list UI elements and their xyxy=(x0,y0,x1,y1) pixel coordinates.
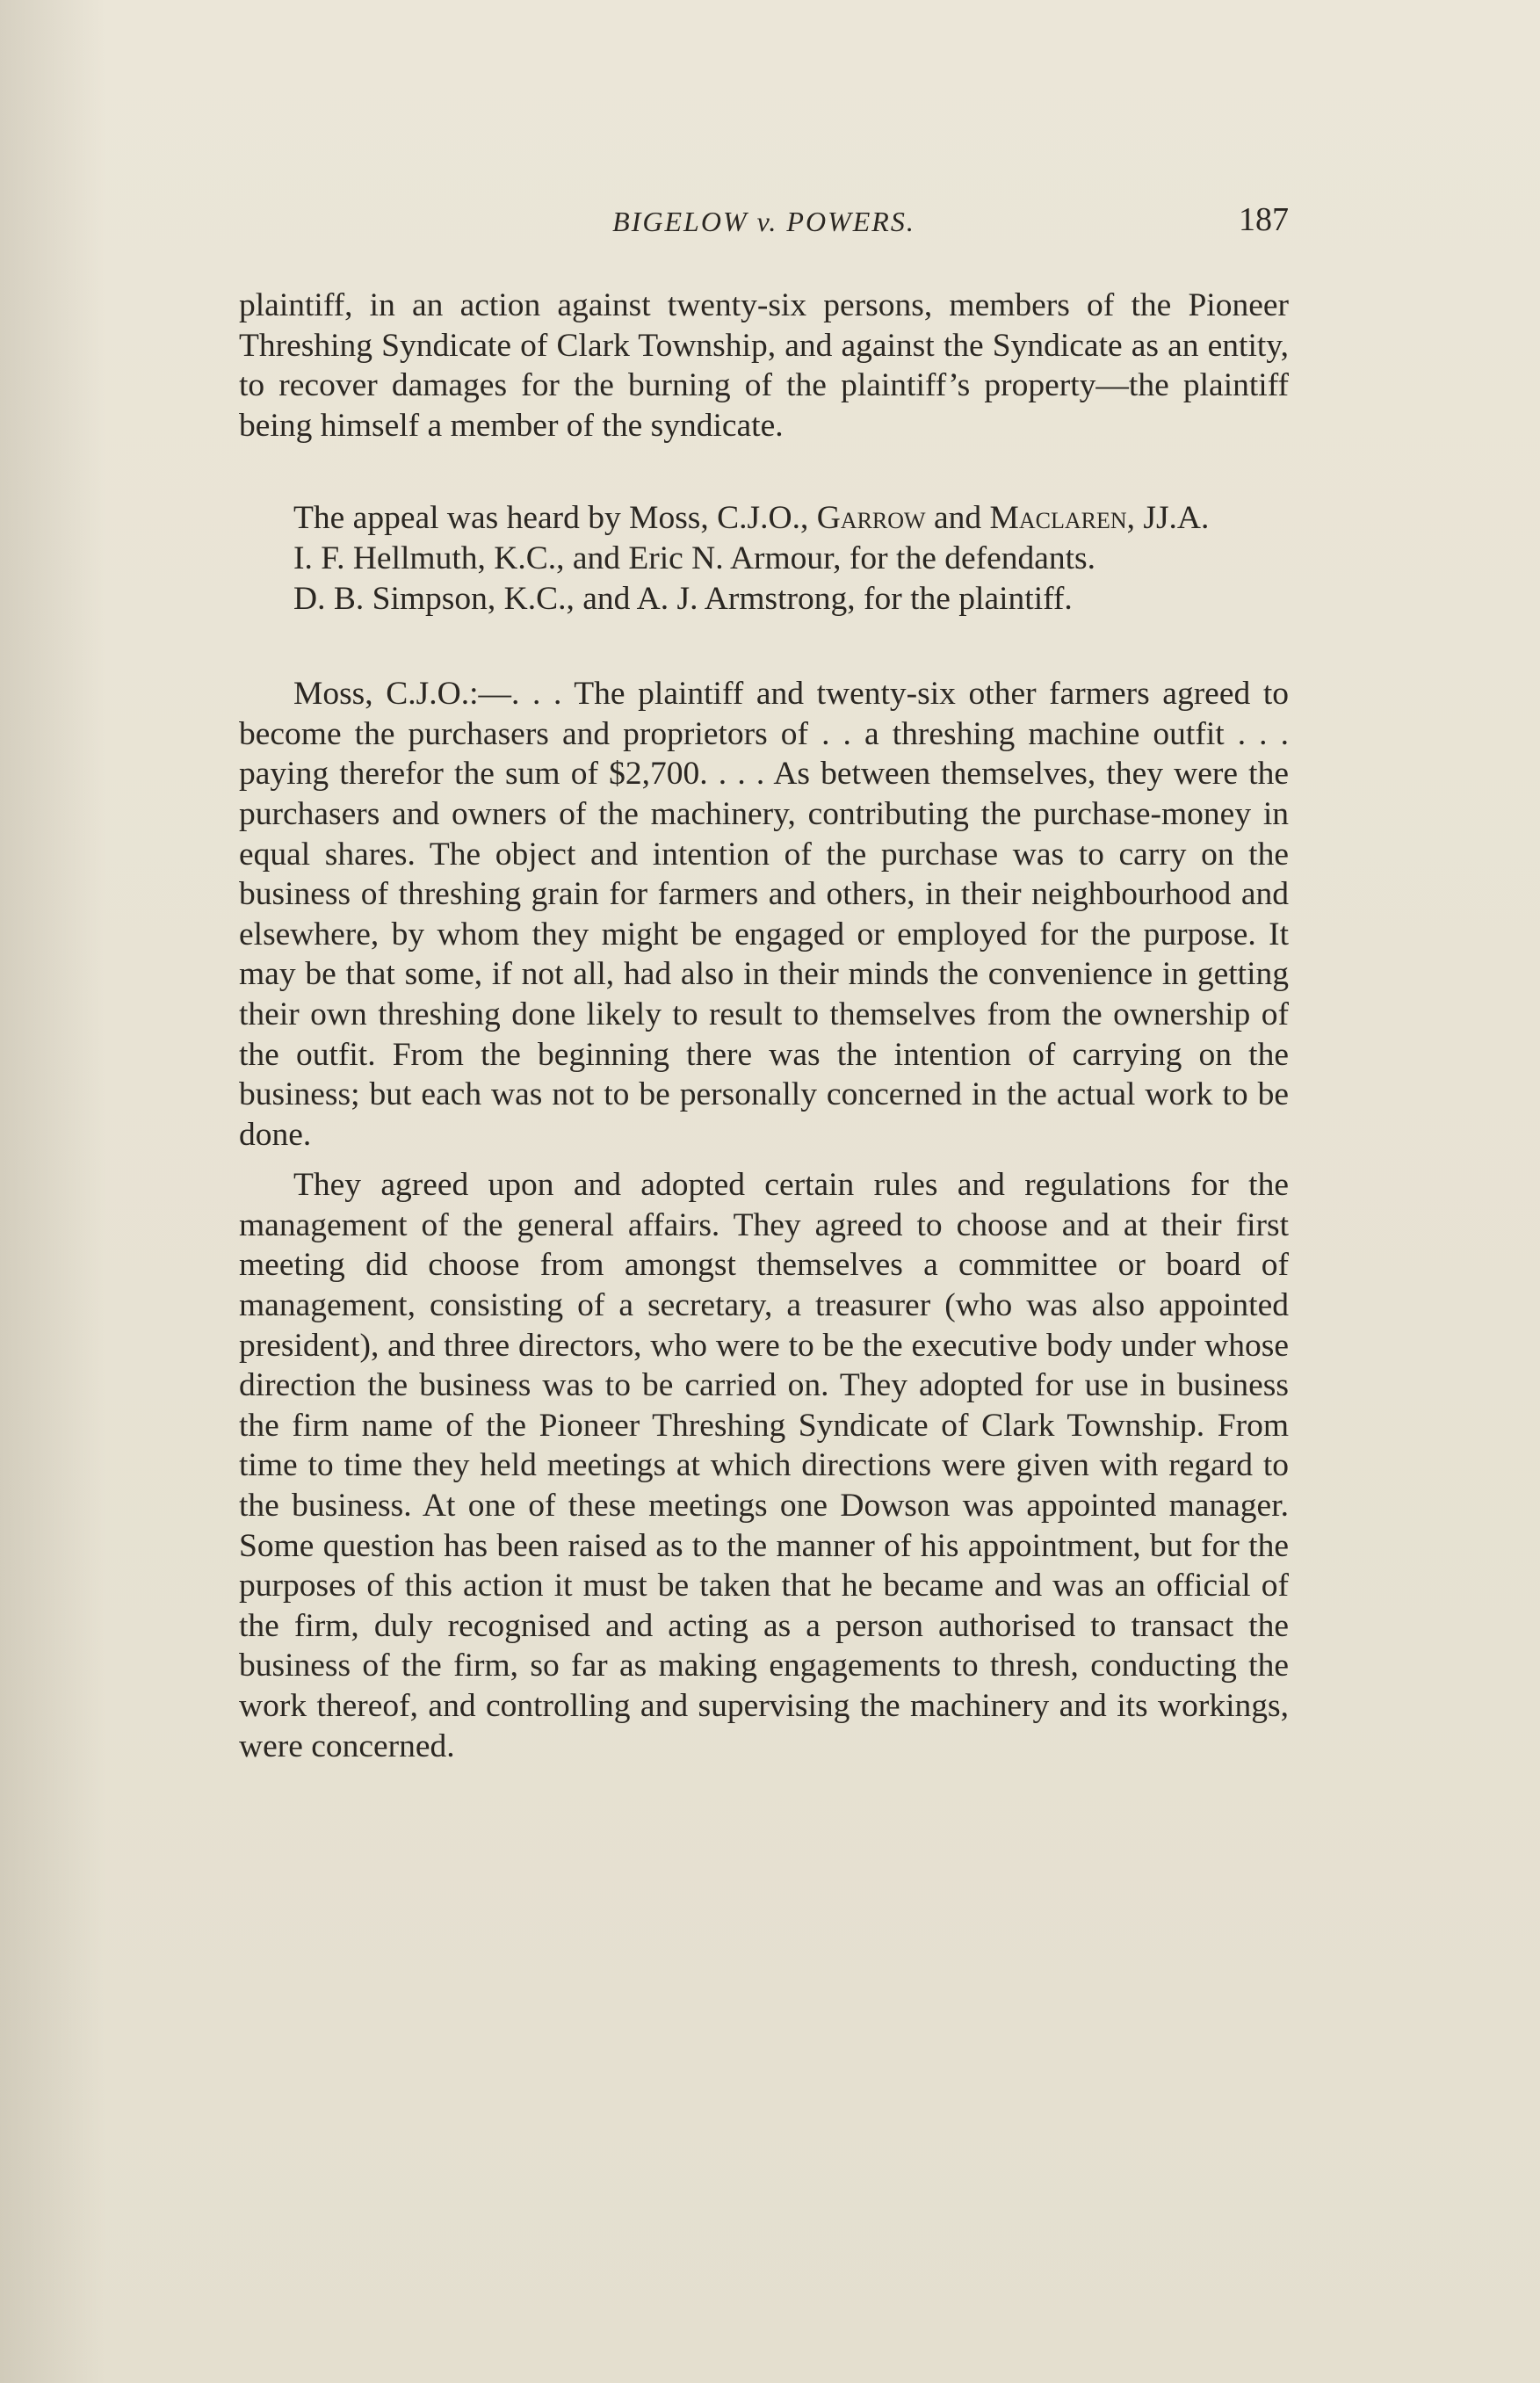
appeal-text-a: The appeal was heard by Moss, C.J.O., xyxy=(293,500,817,537)
paragraph-appeal-heard xyxy=(239,498,1289,539)
counsel-defendants: I. F. Hellmuth, K.C., and Eric N. Armour, for the defendants. xyxy=(293,540,1096,576)
paragraph-judgment-opening: Moss, C.J.O.:—. . . The plaintiff and twenty-six other farmers agreed to become the purchasers and proprietors of . . a threshing machine outfit . . . paying therefor the sum of $2,700. . . . As between themselves, they were the purchasers and owners of the machinery, contributing the purchase-money in equal shares. The object and intention of the purchase was to carry on the business of threshing grain for farmers and others, in their neighbourhood and elsewhere, by whom they might be engaged or employed for the purpose. It may be that some, if not all, had also in their minds the convenience in getting their own threshing done likely to result to themselves from the ownership of the outfit. From the beginning there was the intention of carrying on the business; but each was not to be personally concerned in the actual work to be done. xyxy=(239,676,1289,1153)
judge-name-garrow: Garrow xyxy=(816,500,926,537)
paragraph-case-summary: plaintiff, in an action against twenty-six persons, members of the Pioneer Threshing Syndicate of Clark Township, and against the Syndicate as an entity, to recover damages for the burning of the plaintiff’s property—the plaintiff being himself a member of the syndicate. xyxy=(239,287,1289,444)
page-header xyxy=(239,200,1289,253)
page-number: 187 xyxy=(1239,201,1289,238)
running-head: BIGELOW v. POWERS. xyxy=(612,206,915,237)
counsel-plaintiff: D. B. Simpson, K.C., and A. J. Armstrong, for the plaintiff. xyxy=(293,580,1073,617)
appeal-text-b: and xyxy=(925,500,990,537)
judge-name-maclaren: Maclaren xyxy=(989,500,1127,537)
paragraph-rules-regulations: They agreed upon and adopted certain rules and regulations for the management of the general affairs. They agreed to choose and at their first meeting did choose from amongst themselves a committee or board of management, consisting of a secretary, a treasurer (who was also appointed president), and three directors, who were to be the executive body under whose direction the business was to be carried on. They adopted for use in business the firm name of the Pioneer Threshing Syndicate of Clark Township. From time to time they held meetings at which directions were given with regard to the business. At one of these meetings one Dowson was appointed manager. Some question has been raised as to the manner of his appointment, but for the purposes of this action it must be taken that he became and was an official of the firm, duly recognised and acting as a person authorised to transact the business of the firm, so far as making engagements to thresh, conducting the work thereof, and controlling and supervising the machinery and its workings, were concerned. xyxy=(239,1167,1289,1764)
appeal-text-c: , JJ.A. xyxy=(1126,500,1210,537)
page-body xyxy=(239,286,1289,1766)
